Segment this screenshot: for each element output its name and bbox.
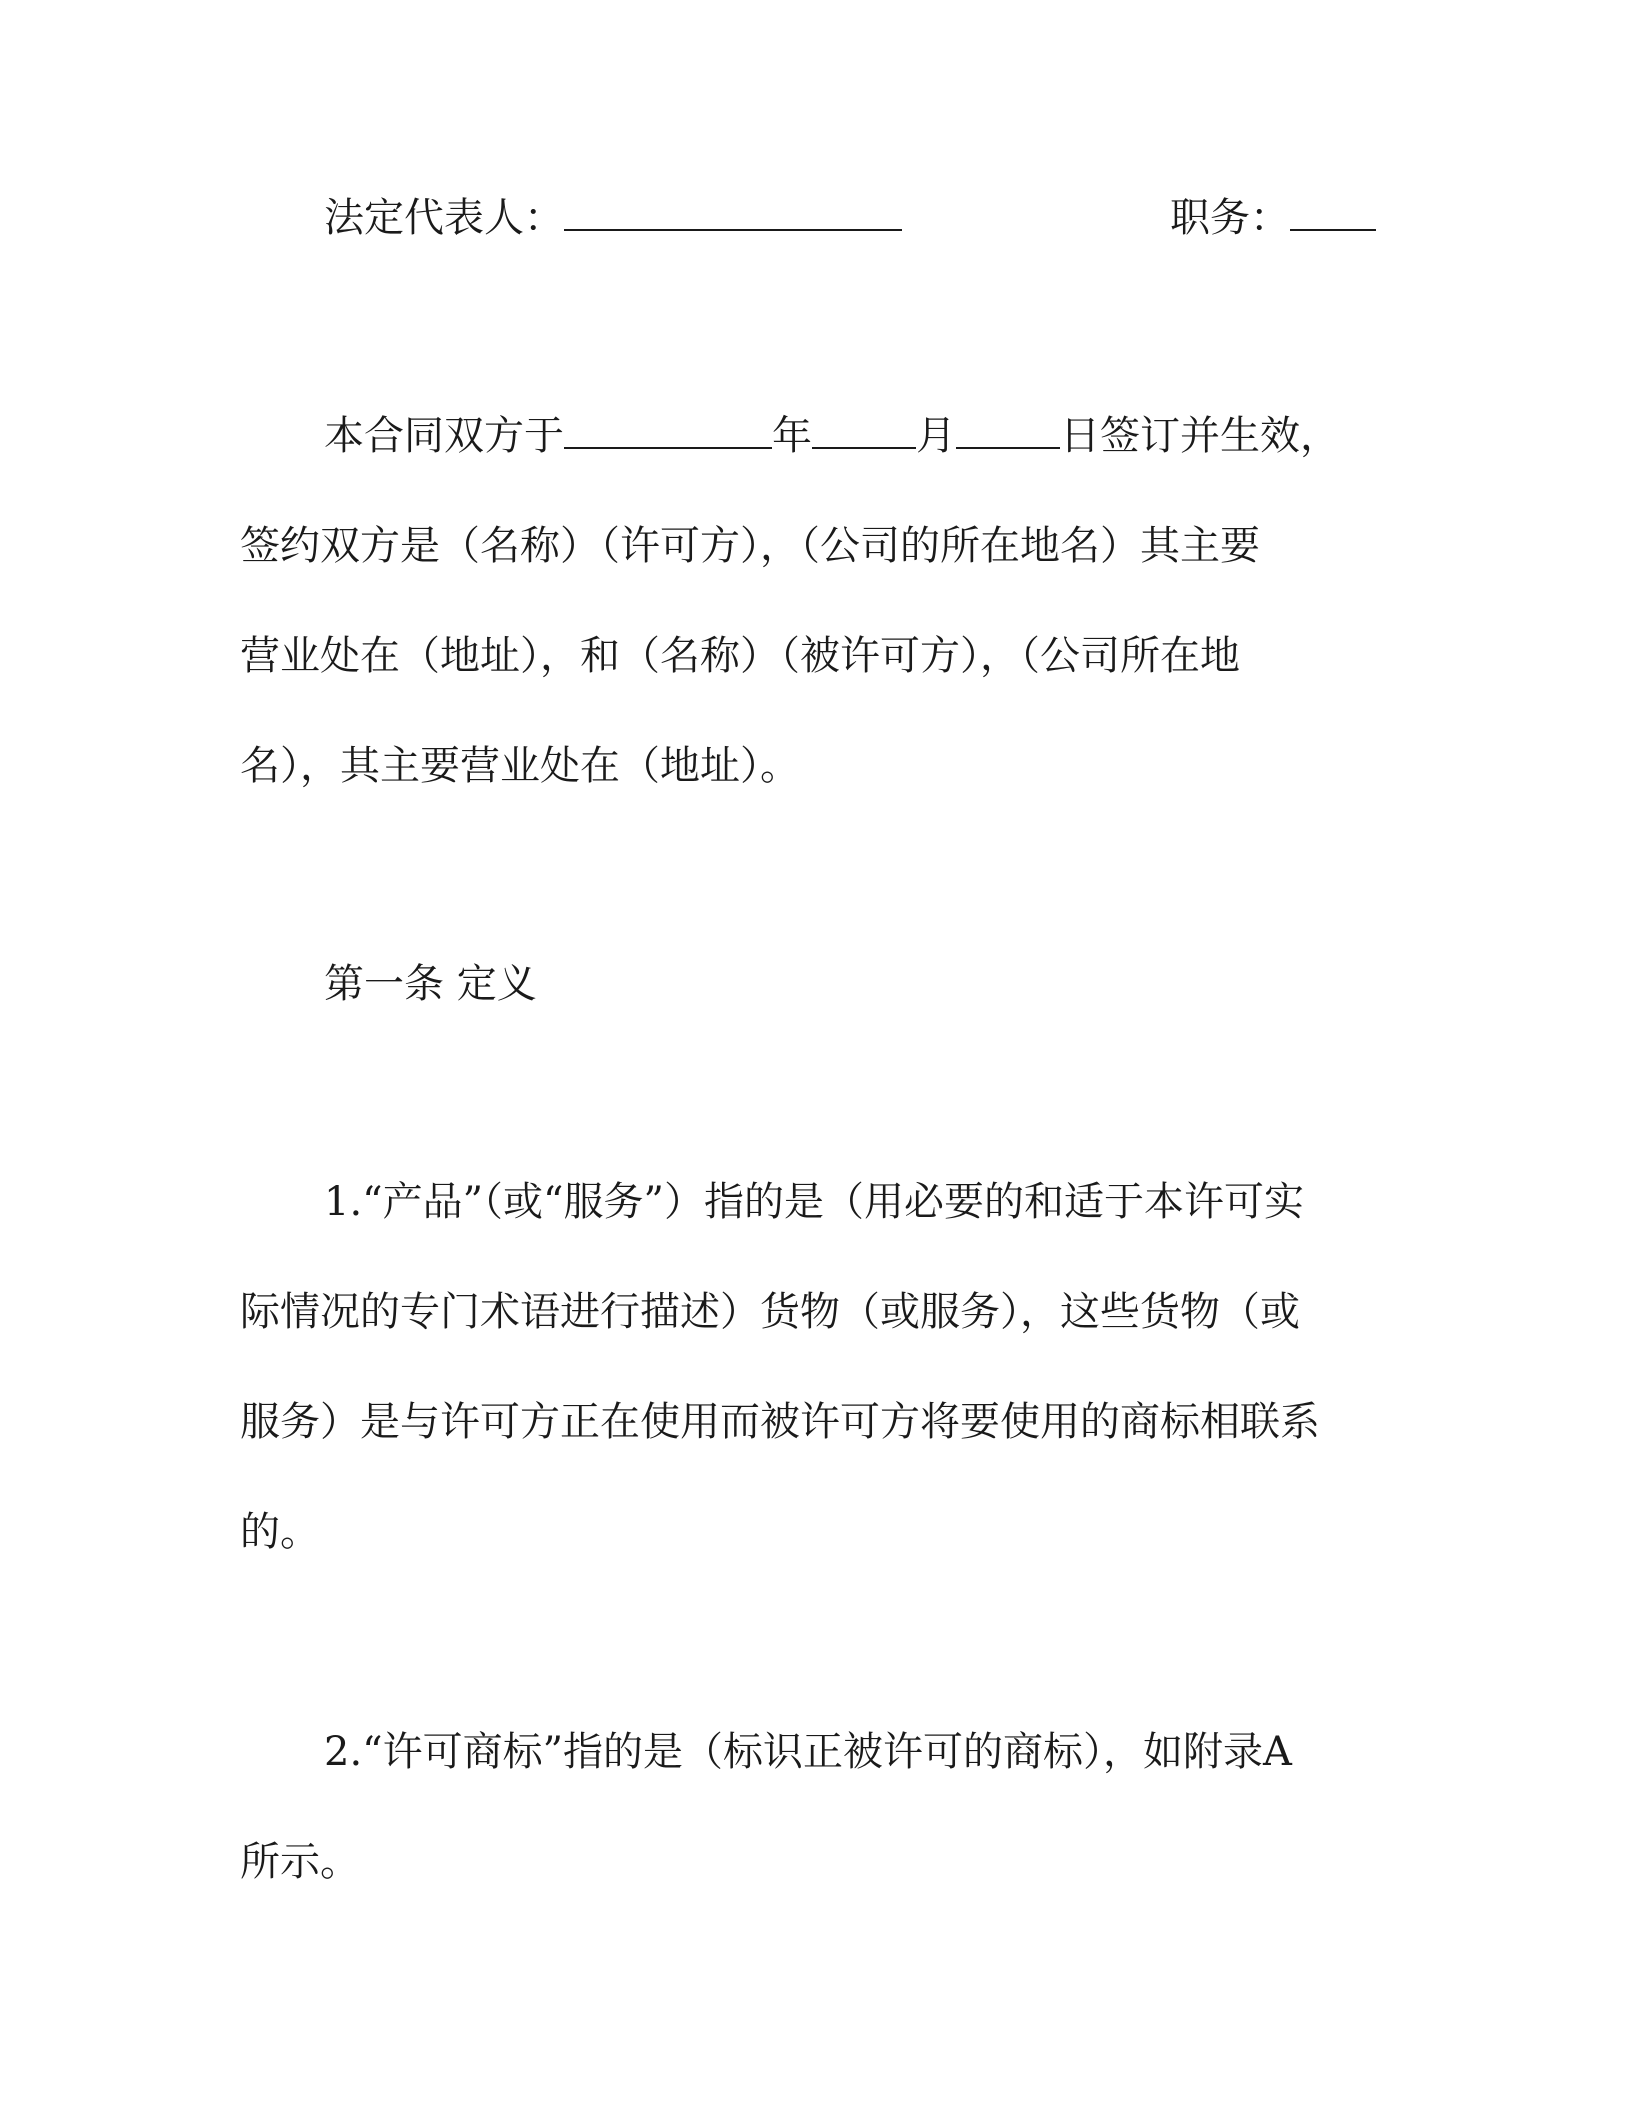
month-blank: [812, 413, 916, 449]
year-blank: [564, 413, 772, 449]
title-blank: [1290, 195, 1376, 231]
clause-1-line: 的。: [240, 1509, 320, 1555]
title-line: [1170, 194, 1376, 242]
clause-1-line: 服务）是与许可方正在使用而被许可方将要使用的商标相联系: [240, 1399, 1320, 1445]
month-label: 月: [916, 413, 956, 459]
legal-representative-label: 法定代表人：: [324, 195, 564, 241]
title-label: 职务：: [1170, 195, 1290, 241]
day-suffix: 日签订并生效，: [1060, 413, 1340, 459]
day-blank: [956, 413, 1060, 449]
signing-prefix: 本合同双方于: [324, 413, 564, 459]
article-heading: 第一条 定义: [324, 961, 537, 1007]
legal-representative-blank: [564, 195, 902, 231]
clause-1-line: 1.“产品”（或“服务”）指的是（用必要的和适于本许可实: [324, 1179, 1304, 1225]
paragraph-line: 营业处在（地址），和（名称）（被许可方），（公司所在地: [240, 633, 1240, 679]
paragraph-line: 签约双方是（名称）（许可方），（公司的所在地名）其主要: [240, 523, 1260, 569]
signing-date-line: [324, 412, 1340, 460]
paragraph-line: 名），其主要营业处在（地址）。: [240, 743, 800, 789]
legal-representative-line: [324, 194, 902, 242]
clause-2-line: 2.“许可商标”指的是（标识正被许可的商标），如附录A: [324, 1729, 1292, 1775]
clause-1-line: 际情况的专门术语进行描述）货物（或服务），这些货物（或: [240, 1289, 1300, 1335]
year-label: 年: [772, 413, 812, 459]
clause-2-line: 所示。: [240, 1839, 360, 1885]
